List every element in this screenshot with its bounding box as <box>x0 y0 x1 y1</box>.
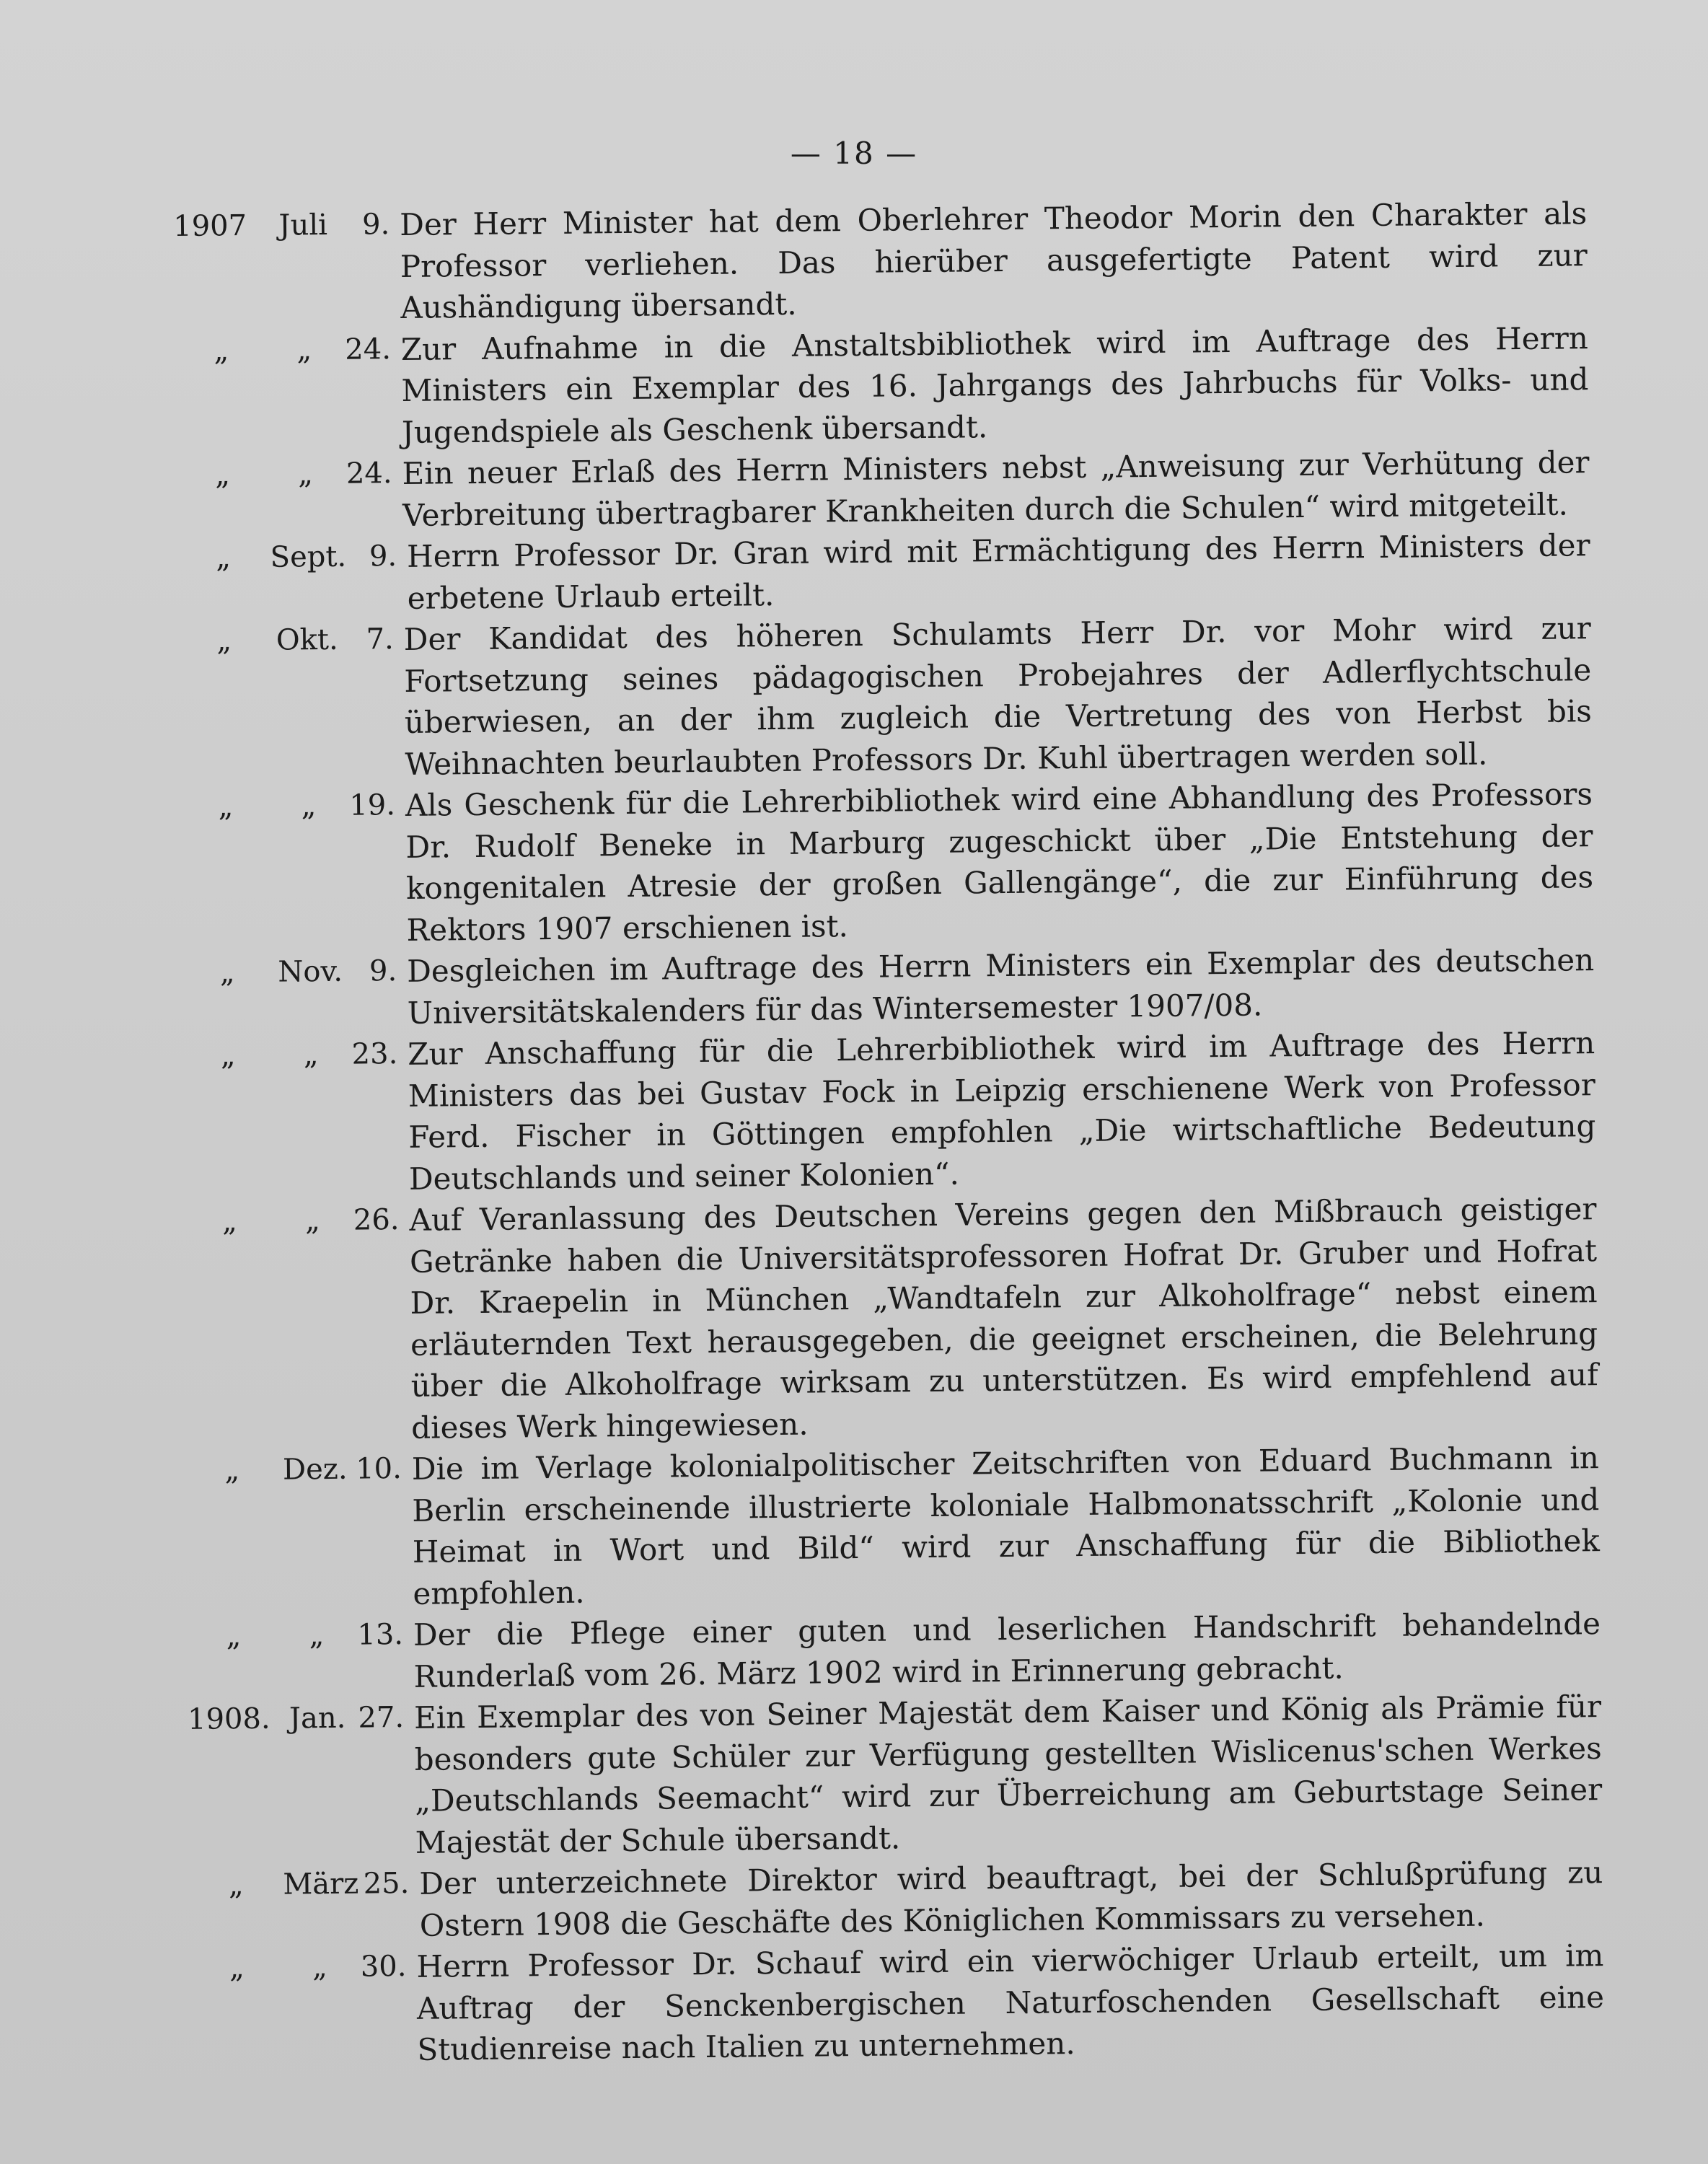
chronicle-list <box>173 193 1605 2072</box>
chronicle-entry <box>182 1188 1598 1451</box>
entry-day: 24. <box>345 332 392 366</box>
chronicle-entry <box>187 1603 1601 1699</box>
entry-month: Jan. <box>289 1701 346 1736</box>
chronicle-entry <box>173 193 1588 330</box>
entry-year: „ <box>216 624 232 658</box>
entry-day: 10. <box>355 1452 402 1486</box>
entry-date <box>182 1200 400 1243</box>
entry-text: Der Herr Minister hat dem Oberlehrer Theodor Morin den Charakter als Professor verliehen. Das hierüber ausgefertigte Patent wird zur Aushändigung übersandt. <box>400 195 1588 325</box>
entry-month: „ <box>303 1038 319 1072</box>
entry-month: „ <box>297 457 314 491</box>
entry-month: Juli <box>278 208 328 242</box>
entry-date <box>180 951 397 994</box>
entry-day: 9. <box>369 954 397 988</box>
entry-month: „ <box>312 1950 328 1984</box>
entry-text: Ein neuer Erlaß des Herrn Ministers nebst „Anweisung zur Verhütung der Verbreitung übertragbarer Krankheiten durch die Schulen“ wird mitgeteilt. <box>402 444 1590 533</box>
entry-year: „ <box>229 1951 245 1985</box>
entry-month: Nov. <box>278 954 343 989</box>
entry-text: Herrn Professor Dr. Gran wird mit Ermächtigung des Herrn Ministers der erbetene Urlaub erteilt. <box>406 527 1590 616</box>
entry-text: Der die Pflege einer guten und leserlichen Handschrift behandelnde Runderlaß vom 26. März 1902 wird in Erinnerung gebracht. <box>413 1606 1601 1694</box>
entry-date <box>173 204 390 247</box>
entry-text: Der Kandidat des höheren Schulamts Herr Dr. vor Mohr wird zur Fortsetzung seines pädagogischen Probejahres der Adlerflychtschule überwiesen, an der ihm zugleich die Vertretung des von Herbst bis Weihnachten beurlaubten Professors Dr. Kuhl übertragen werden soll. <box>403 610 1593 782</box>
entry-year: „ <box>228 1868 244 1902</box>
entry-text: Die im Verlage kolonialpolitischer Zeitschriften von Eduard Buchmann in Berlin erscheinende illustrierte koloniale Halbmonatsschrift „Kolonie und Heimat in Wort und Bild“ wird zur Anschaffung für die Bibliothek empfohlen. <box>411 1440 1601 1611</box>
entry-month: Okt. <box>276 623 338 657</box>
entry-date <box>188 1697 405 1741</box>
page-number: — 18 — <box>790 136 918 171</box>
entry-text: Desgleichen im Auftrage des Herrn Ministers ein Exemplar des deutschen Universitätskalenders für das Wintersemester 1907/08. <box>406 942 1595 1031</box>
chronicle-entry <box>181 1022 1596 1202</box>
entry-year: „ <box>219 956 235 990</box>
entry-day: 30. <box>360 1950 407 1984</box>
entry-date <box>187 1614 404 1658</box>
entry-day: 9. <box>361 208 390 242</box>
chronicle-entry <box>185 1437 1601 1617</box>
entry-day: 24. <box>345 457 392 491</box>
entry-day: 27. <box>358 1701 405 1735</box>
entry-text: Ein Exemplar des von Seiner Majestät dem Kaiser und König als Prämie für besonders gute Schüler zur Verfügung gestellten Wislicenus'schen Werkes „Deutschlands Seemacht“ wird zur Überreichung am Geburtstage Seiner Majestät der Schule übersandt. <box>413 1689 1603 1860</box>
entry-text: Zur Aufnahme in die Anstaltsbibliothek wird im Auftrage des Herrn Ministers ein Exemplar des 16. Jahrgangs des Jahrbuchs für Volks- und Jugendspiele als Geschenk übersandt. <box>400 320 1589 450</box>
entry-month: Dez. <box>282 1452 348 1487</box>
entry-month: „ <box>301 789 317 823</box>
chronicle-entry <box>188 1686 1603 1865</box>
entry-month: „ <box>296 333 312 366</box>
entry-date <box>189 1863 410 1906</box>
entry-year: „ <box>220 1039 236 1073</box>
entry-year: „ <box>224 1453 240 1487</box>
entry-month: „ <box>309 1619 325 1653</box>
entry-year: „ <box>214 333 229 367</box>
entry-year: „ <box>221 1205 238 1239</box>
entry-month: Sept. <box>270 540 347 574</box>
entry-year: 1907 <box>173 209 247 243</box>
entry-date <box>175 453 392 496</box>
chronicle-entry <box>179 773 1594 953</box>
entry-month: März <box>283 1867 359 1901</box>
entry-day: 19. <box>349 788 396 822</box>
entry-day: 23. <box>351 1037 398 1071</box>
chronicle-entry <box>175 317 1590 455</box>
entry-text: Zur Anschaffung für die Lehrerbibliothek wird im Auftrage des Herrn Ministers das bei Gustav Fock in Leipzig erschienene Werk von Professor Ferd. Fischer in Göttingen empfohlen „Die wirtschaftliche Bedeutung Deutschlands und seiner Kolonien“. <box>408 1025 1596 1197</box>
chronicle-entry <box>189 1852 1603 1948</box>
entry-text: Der unterzeichnete Direktor wird beauftragt, bei der Schlußprüfung zu Ostern 1908 die Geschäfte des Königlichen Kommissars zu versehen. <box>419 1855 1603 1943</box>
chronicle-entry <box>177 607 1593 787</box>
chronicle-entry <box>176 524 1590 621</box>
chronicle-entry <box>180 939 1595 1036</box>
entry-day: 26. <box>353 1203 400 1237</box>
entry-year: „ <box>214 458 231 492</box>
entry-date <box>190 1946 407 1989</box>
entry-text: Als Geschenk für die Lehrerbibliothek wird eine Abhandlung des Professors Dr. Rudolf Beneke in Marburg zugeschickt über „Die Entstehung der kongenitalen Atresie der großen Gallengänge“, die zur Einführung des Rektors 1907 erschienen ist. <box>405 776 1594 948</box>
entry-date <box>179 785 396 828</box>
chronicle-entry <box>190 1935 1605 2072</box>
entry-year: „ <box>218 790 234 824</box>
entry-day: 7. <box>366 623 394 656</box>
entry-date <box>181 1034 398 1077</box>
entry-year: 1908. <box>187 1702 270 1736</box>
entry-text: Herrn Professor Dr. Schauf wird ein vierwöchiger Urlaub erteilt, um im Auftrag der Senckenbergischen Naturfoschenden Gesellschaft eine Studienreise nach Italien zu unternehmen. <box>416 1938 1605 2067</box>
entry-day: 25. <box>363 1866 410 1901</box>
entry-year: „ <box>226 1619 242 1653</box>
entry-text: Auf Veranlassung des Deutschen Vereins gegen den Mißbrauch geistiger Getränke haben die Universitätsprofessoren Hofrat Dr. Gruber und Hofrat Dr. Kraepelin in München „Wandtafeln zur Alkoholfrage“ nebst einem erläuternden Text herausgegeben, die geeignet erscheinen, die Belehrung über die Alkoholfrage wirksam zu unterstützen. Es wird empfehlend auf dieses Werk hingewiesen. <box>409 1191 1598 1446</box>
entry-day: 13. <box>357 1618 404 1652</box>
entry-date <box>175 329 392 372</box>
chronicle-entry <box>175 441 1590 538</box>
entry-date <box>176 536 397 579</box>
entry-date <box>177 619 395 662</box>
entry-month: „ <box>304 1204 321 1238</box>
entry-day: 9. <box>369 540 397 573</box>
entry-date <box>185 1448 402 1492</box>
entry-year: „ <box>216 541 232 575</box>
